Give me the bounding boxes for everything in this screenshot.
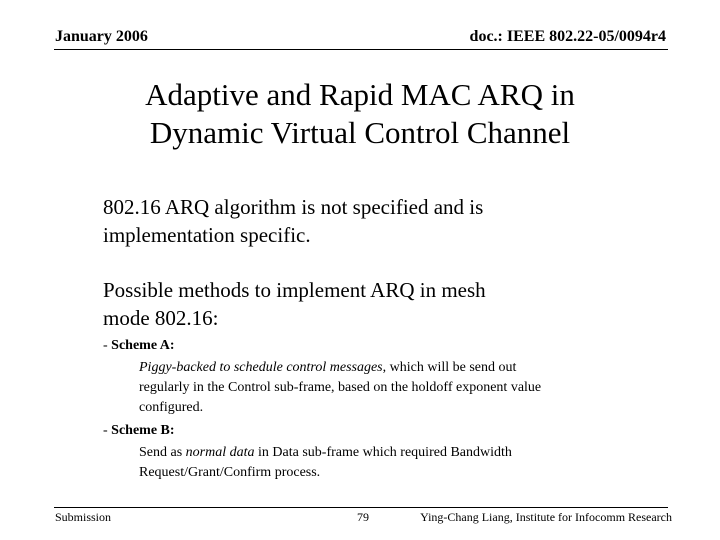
header-date: January 2006 bbox=[55, 28, 148, 45]
header-divider bbox=[54, 49, 668, 50]
body-paragraph-1-line-2: implementation specific. bbox=[103, 223, 311, 247]
slide-title-line-1: Adaptive and Rapid MAC ARQ in bbox=[145, 77, 575, 112]
scheme-a-heading bbox=[103, 336, 175, 355]
header-document-id: doc.: IEEE 802.22-05/0094r4 bbox=[469, 28, 666, 45]
scheme-a-description bbox=[139, 358, 541, 418]
scheme-a-dash: - bbox=[103, 338, 112, 353]
body-paragraph-1-line-1: 802.16 ARQ algorithm is not specified and is bbox=[103, 195, 484, 219]
footer-divider bbox=[54, 507, 668, 508]
scheme-b-line-1-rest: in Data sub-frame which required Bandwidth bbox=[254, 445, 512, 460]
body-paragraph-2-line-2: mode 802.16: bbox=[103, 306, 219, 330]
body-paragraph-1 bbox=[103, 193, 483, 249]
scheme-b-line-2: Request/Grant/Confirm process. bbox=[139, 465, 321, 480]
body-paragraph-2 bbox=[103, 276, 486, 332]
footer-author: Ying-Chang Liang, Institute for Infocomm Research bbox=[420, 510, 672, 524]
slide-title-line-2: Dynamic Virtual Control Channel bbox=[149, 115, 571, 150]
body-paragraph-2-line-1: Possible methods to implement ARQ in mesh bbox=[103, 278, 486, 302]
scheme-a-line-1-rest: , which will be send out bbox=[382, 360, 517, 375]
scheme-a-line-1 bbox=[139, 358, 541, 378]
scheme-b-dash: - bbox=[103, 423, 112, 438]
footer-page-number: 79 bbox=[357, 510, 369, 524]
scheme-a-line-3: configured. bbox=[139, 400, 204, 415]
scheme-b-line-1-pre: Send as bbox=[139, 445, 186, 460]
scheme-b-italic: normal data bbox=[185, 445, 255, 460]
scheme-b-line-1 bbox=[139, 443, 512, 463]
scheme-b-heading bbox=[103, 421, 175, 440]
scheme-b-label: Scheme B: bbox=[111, 423, 175, 438]
scheme-a-line-2: regularly in the Control sub-frame, based on the holdoff exponent value bbox=[139, 380, 542, 395]
scheme-a-italic: Piggy-backed to schedule control messages bbox=[139, 360, 383, 375]
footer-submission: Submission bbox=[55, 510, 112, 524]
scheme-b-description bbox=[139, 443, 512, 483]
scheme-a-label: Scheme A: bbox=[111, 338, 175, 353]
slide-title bbox=[0, 76, 720, 152]
